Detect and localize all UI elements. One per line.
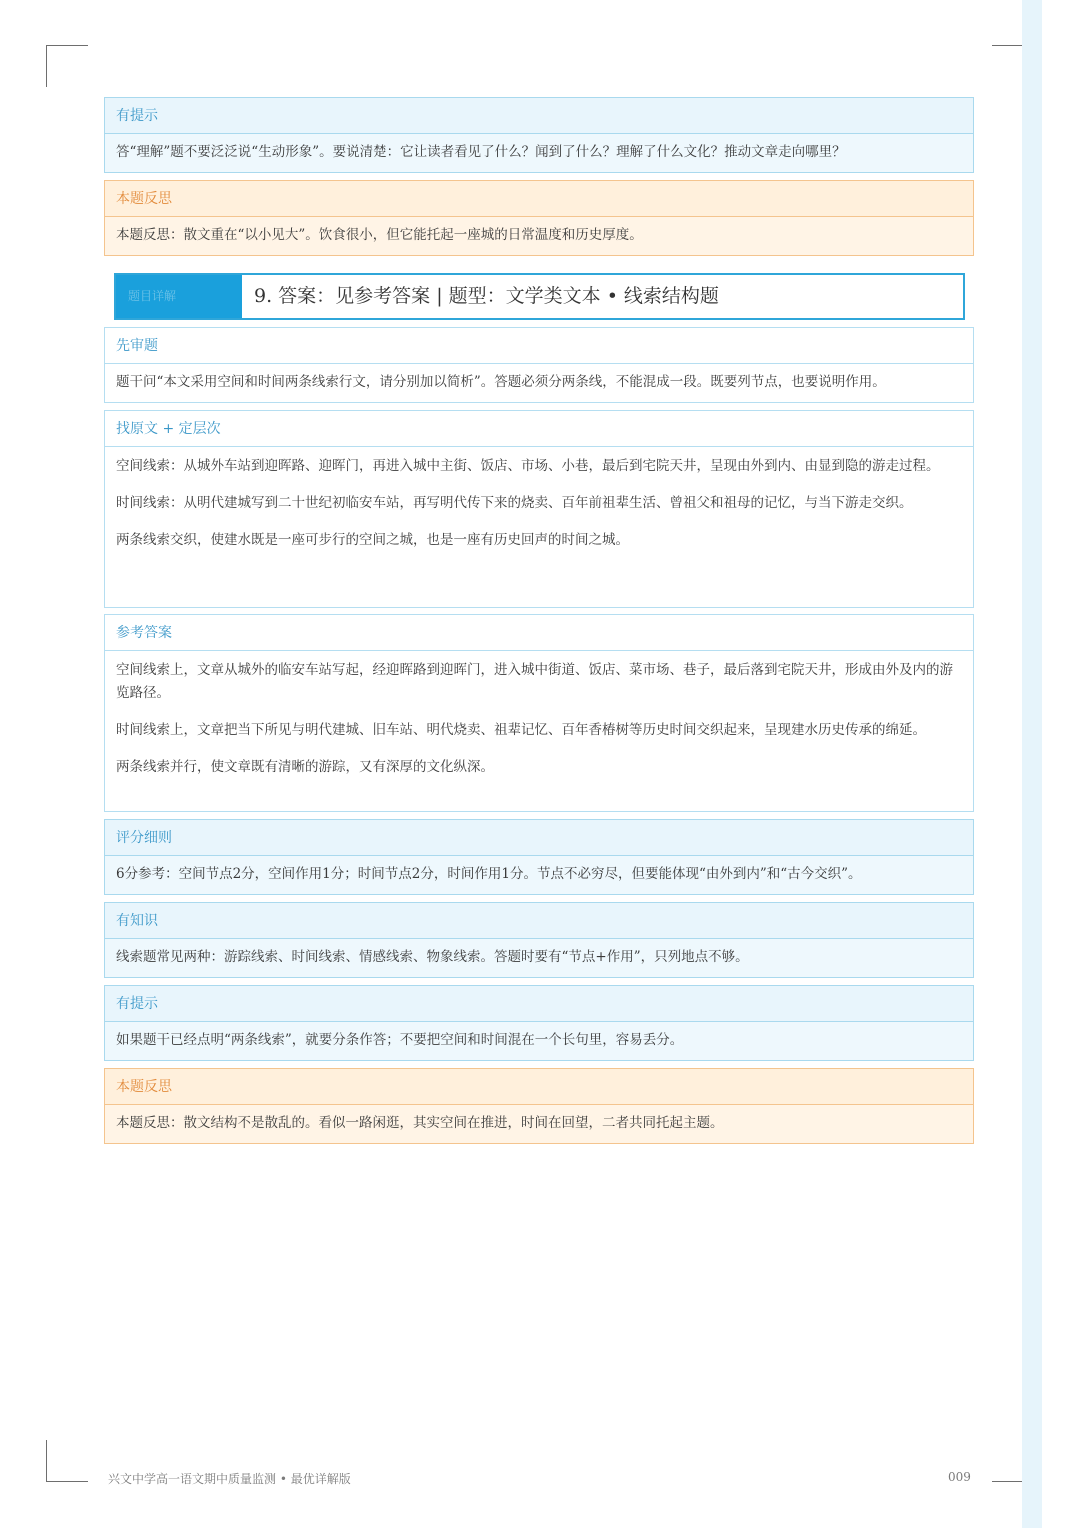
crop-mark-tl-h xyxy=(46,45,88,46)
section-paragraph: 时间线索：从明代建城写到二十世纪初临安车站，再写明代传下来的烧卖、百年前祖辈生活、曾祖父和祖母的记忆，与当下游走交织。 xyxy=(116,495,913,511)
section-reflection xyxy=(104,1068,974,1144)
crop-mark-bl-v xyxy=(46,1440,47,1482)
section-title: 找原文 + 定层次 xyxy=(105,411,973,447)
footer-title: 兴文中学高一语文期中质量监测 • 最优详解版 xyxy=(108,1472,351,1486)
banner-tag: 题目详解 xyxy=(116,275,242,318)
tip-box-body: 答“理解”题不要泛泛说“生动形象”。要说清楚：它让读者看见了什么？闻到了什么？理解了什么文化？推动文章走向哪里？ xyxy=(116,144,846,160)
section-title: 有提示 xyxy=(105,986,973,1022)
section-title: 本题反思 xyxy=(105,1069,973,1105)
tip-box-title: 有提示 xyxy=(105,98,973,134)
section-paragraph: 空间线索：从城外车站到迎晖路、迎晖门，再进入城中主街、饭店、市场、小巷，最后到宅院天井，呈现由外到内、由显到隐的游走过程。 xyxy=(116,458,940,474)
crop-mark-bl-h xyxy=(46,1481,88,1482)
reflection-box-title: 本题反思 xyxy=(105,181,973,217)
section-tip xyxy=(104,985,974,1061)
section-paragraph: 如果题干已经点明“两条线索”，就要分条作答；不要把空间和时间混在一个长句里，容易丢分。 xyxy=(116,1032,684,1048)
section-paragraph: 两条线索并行，使文章既有清晰的游踪，又有深厚的文化纵深。 xyxy=(116,759,494,775)
section-find-text xyxy=(104,410,974,608)
banner-title: 9. 答案：见参考答案 | 题型：文学类文本 • 线索结构题 xyxy=(254,285,719,307)
reflection-box-top xyxy=(104,180,974,256)
section-paragraph: 线索题常见两种：游踪线索、时间线索、情感线索、物象线索。答题时要有“节点+作用”，只列地点不够。 xyxy=(116,949,749,965)
page-edge-strip xyxy=(1022,0,1042,1528)
section-paragraph: 时间线索上，文章把当下所见与明代建城、旧车站、明代烧卖、祖辈记忆、百年香椿树等历史时间交织起来，呈现建水历史传承的绵延。 xyxy=(116,722,926,738)
section-paragraph: 两条线索交织，使建水既是一座可步行的空间之城，也是一座有历史回声的时间之城。 xyxy=(116,532,629,548)
question-banner xyxy=(114,273,965,320)
crop-mark-tr-h xyxy=(992,45,1022,46)
section-paragraph: 6分参考：空间节点2分，空间作用1分；时间节点2分，时间作用1分。节点不必穷尽，但要能体现“由外到内”和“古今交织”。 xyxy=(116,866,862,882)
section-paragraph: 空间线索上，文章从城外的临安车站写起，经迎晖路到迎晖门，进入城中街道、饭店、菜市场、巷子，最后落到宅院天井，形成由外及内的游览路径。 xyxy=(116,662,953,701)
section-paragraph: 题干问“本文采用空间和时间两条线索行文，请分别加以简析”。答题必须分两条线，不能混成一段。既要列节点，也要说明作用。 xyxy=(116,374,886,390)
section-reference-answer xyxy=(104,614,974,812)
section-title: 有知识 xyxy=(105,903,973,939)
reflection-box-body: 本题反思：散文重在“以小见大”。饮食很小，但它能托起一座城的日常温度和历史厚度。 xyxy=(116,227,643,243)
page-number: 009 xyxy=(948,1470,971,1484)
section-title: 参考答案 xyxy=(105,615,973,651)
crop-mark-br-h xyxy=(992,1481,1022,1482)
section-review-question xyxy=(104,327,974,403)
section-knowledge xyxy=(104,902,974,978)
section-paragraph: 本题反思：散文结构不是散乱的。看似一路闲逛，其实空间在推进，时间在回望，二者共同托起主题。 xyxy=(116,1115,724,1131)
section-title: 先审题 xyxy=(105,328,973,364)
section-scoring-rules xyxy=(104,819,974,895)
section-title: 评分细则 xyxy=(105,820,973,856)
tip-box-top xyxy=(104,97,974,173)
crop-mark-tl-v xyxy=(46,45,47,87)
